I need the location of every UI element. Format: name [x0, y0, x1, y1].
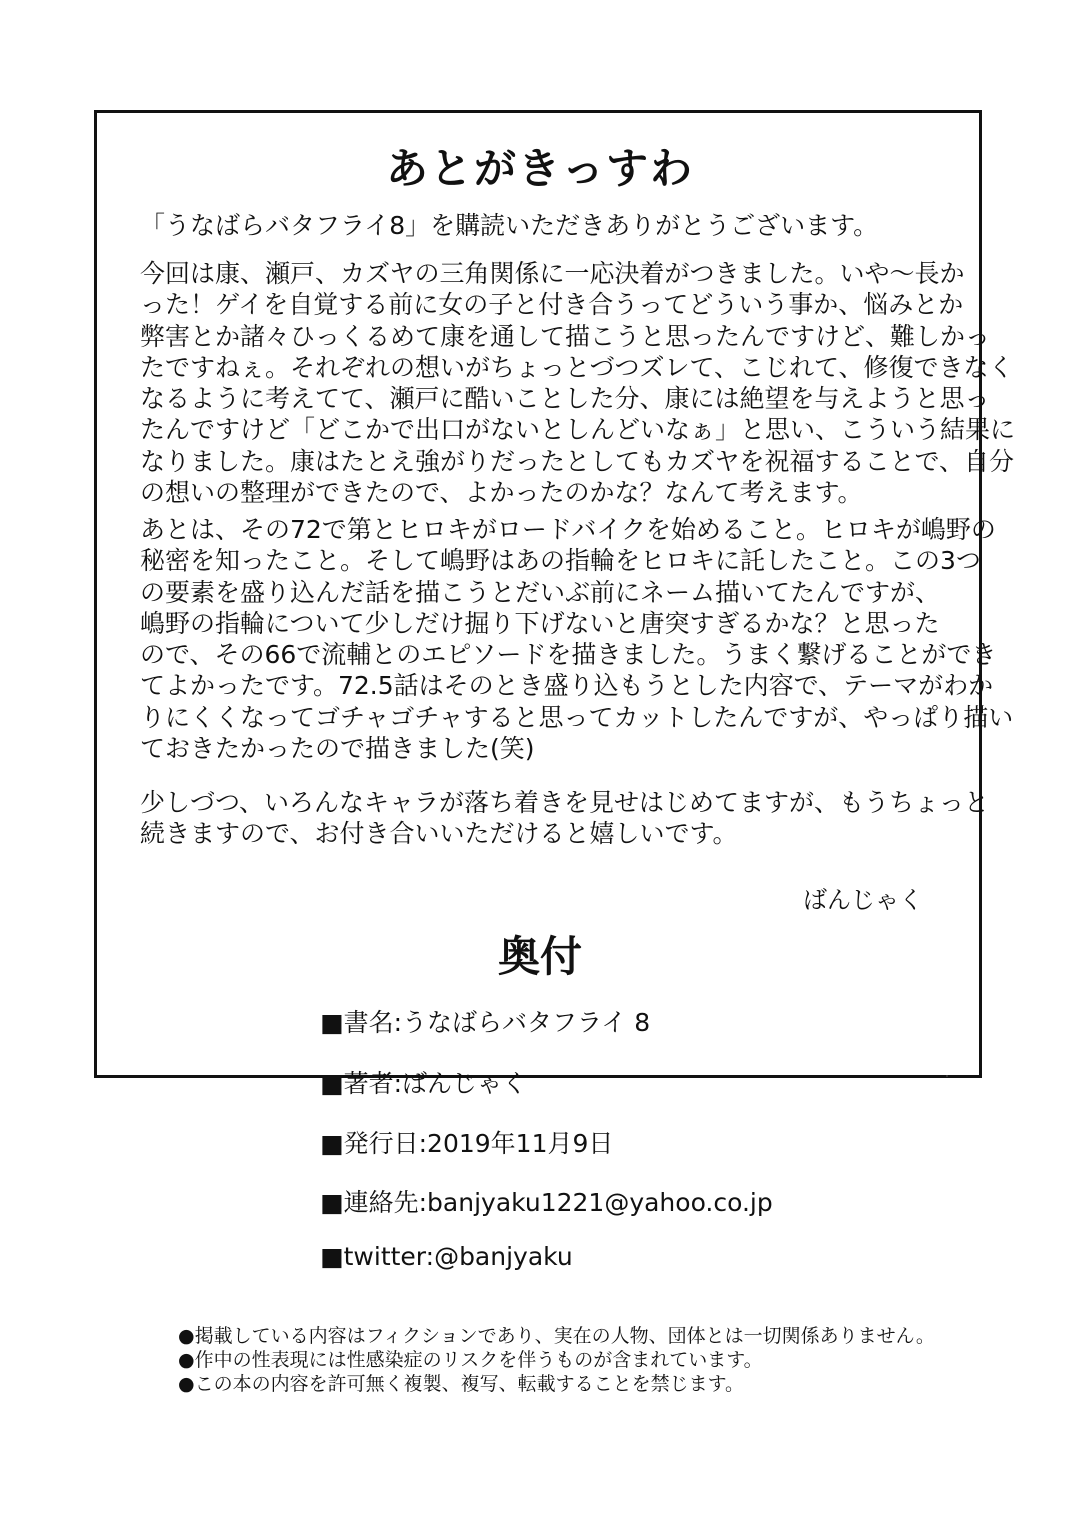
paragraph-line: 弊害とか諸々ひっくるめて康を通して描こうと思ったんですけど、難しかっ [140, 321, 991, 351]
paragraph-line: てよかったです。72.5話はそのとき盛り込もうとした内容で、テーマがわか [140, 671, 994, 701]
author-signature: ばんじゃく [803, 886, 923, 914]
paragraph-line: 少しづつ、いろんなキャラが落ち着きを見せはじめてますが、もうちょっと [140, 788, 990, 817]
paragraph-line: 嶋野の指輪について少しだけ掘り下げないと唐突すぎるかな？と思った [140, 608, 940, 638]
afterword-paragraph-2 [140, 514, 1013, 764]
colophon-contact: ■連絡先:banjyaku1221@yahoo.co.jp [320, 1188, 773, 1217]
paragraph-line: った！ゲイを自覚する前に女の子と付き合うってどういう事か、悩みとか [140, 290, 964, 320]
afterword-title: あとがきっすわ [385, 144, 694, 193]
notice-fiction: ●掲載している内容はフィクションであり、実在の人物、団体とは一切関係ありません。 [178, 1325, 935, 1347]
colophon-book-title: ■書名:うなばらバタフライ 8 [320, 1008, 651, 1037]
afterword-intro: 「うなばらバタフライ8」を購読いただきありがとうございます。 [140, 211, 879, 240]
paragraph-line: なるように考えてて、瀬戸に酷いことした分、康には絶望を与えようと思っ [140, 384, 990, 414]
paragraph-line: 秘密を知ったこと。そして嶋野はあの指輪をヒロキに託したこと。この3つ [140, 546, 981, 576]
paragraph-line: あとは、その72で第とヒロキがロードバイクを始めること。ヒロキが嶋野の [140, 515, 996, 544]
colophon-title: 奥付 [497, 932, 582, 981]
paragraph-line: なりました。康はたとえ強がりだったとしてもカズヤを祝福することで、自分 [140, 446, 1015, 476]
afterword-paragraph-1 [140, 258, 1015, 508]
ink-speck [946, 1075, 948, 1077]
paragraph-line: の要素を盛り込んだ話を描こうとだいぶ前にネーム描いてたんですが、 [140, 577, 941, 607]
paragraph-line: 続きますので、お付き合いいただけると嬉しいです。 [140, 819, 738, 849]
notice-sti-risk: ●作中の性表現には性感染症のリスクを伴うものが含まれています。 [178, 1349, 763, 1371]
paragraph-line: たんですけど「どこかで出口がないとしんどいなぁ」と思い、こういう結果に [140, 415, 1016, 445]
paragraph-line: 今回は康、瀬戸、カズヤの三角関係に一応決着がつきました。いや～長か [140, 259, 965, 288]
paragraph-line: りにくくなってゴチャゴチャすると思ってカットしたんですが、やっぱり描い [140, 702, 1014, 732]
notice-copyright: ●この本の内容を許可無く複製、複写、転載することを禁じます。 [178, 1373, 745, 1395]
paragraph-line: の想いの整理ができたので、よかったのかな？なんて考えます。 [140, 478, 863, 508]
afterword-paragraph-3 [140, 787, 989, 850]
colophon-twitter: ■twitter:@banjyaku [320, 1242, 573, 1271]
paragraph-line: ておきたかったので描きました(笑) [140, 734, 535, 764]
paragraph-line: たですねぇ。それぞれの想いがちょっとづつズレて、こじれて、修復できなく [140, 352, 1014, 382]
paragraph-line: ので、その66で流輔とのエピソードを描きました。うまく繋げることができ [140, 640, 997, 670]
colophon-author: ■著者:ばんじゃく [320, 1069, 528, 1098]
colophon-issue-date: ■発行日:2019年11月9日 [320, 1129, 614, 1158]
